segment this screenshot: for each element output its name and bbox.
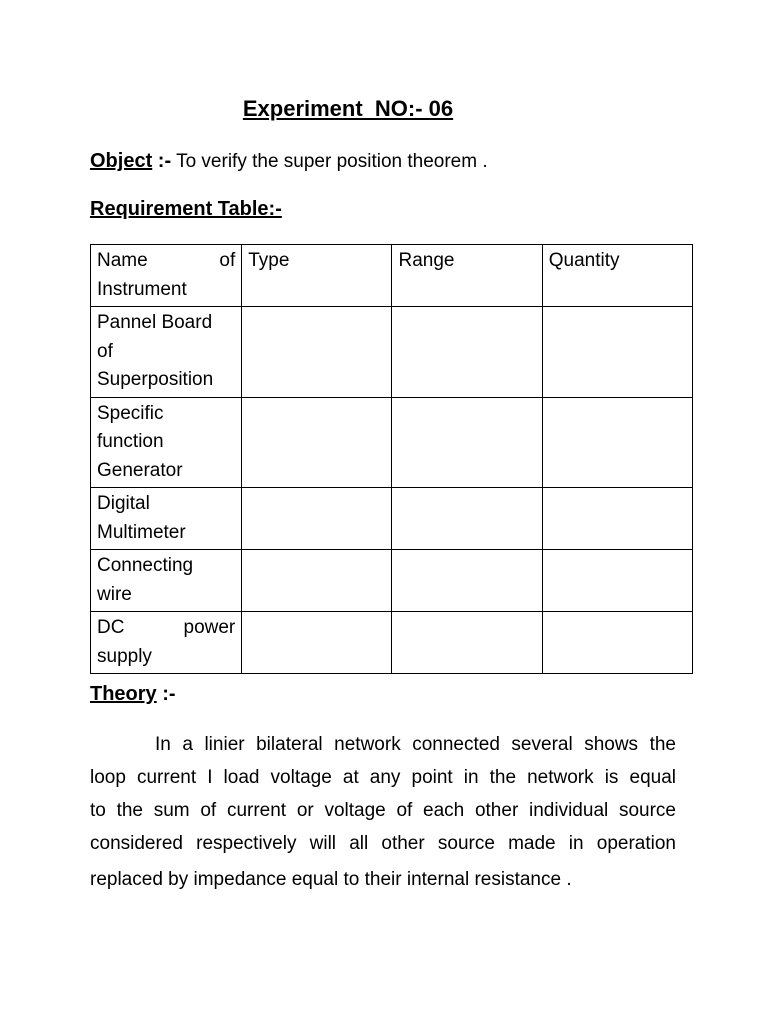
instrument-name-line: Multimeter [97,521,186,543]
header-name-of-instrument [91,245,242,307]
requirement-table [90,244,693,674]
instrument-name-line: supply [97,645,152,667]
table-row [91,550,693,612]
object-text: To verify the super position theorem . [171,151,488,172]
theory-line: loop current I load voltage at any point in the network is equal [90,767,676,788]
header-range: Range [392,245,542,307]
theory-paragraph [90,728,676,896]
instrument-name-cell [91,550,242,612]
theory-line: In a linier bilateral network connected several shows the [155,734,676,755]
table-row [91,488,693,550]
range-cell [392,612,542,674]
header-instrument-word: Instrument [97,278,187,300]
quantity-cell [542,307,692,398]
instrument-name-line: DC [97,617,125,638]
instrument-name-line: Specific [97,402,164,424]
instrument-name-line: Generator [97,459,183,481]
type-cell [242,307,392,398]
instrument-name-line: function [97,431,164,452]
quantity-cell [542,397,692,488]
instrument-name-line: Pannel Board [97,312,213,333]
requirement-table-heading: Requirement Table:- [90,198,282,220]
theory-separator: :- [156,683,176,705]
range-cell [392,307,542,398]
type-cell [242,612,392,674]
header-quantity: Quantity [542,245,692,307]
type-cell [242,488,392,550]
range-cell [392,488,542,550]
quantity-cell [542,612,692,674]
object-separator: :- [152,150,172,172]
instrument-name-line: wire [97,583,132,605]
instrument-name-cell [91,612,242,674]
header-name-word: Name [97,250,148,271]
object-label: Object [90,150,153,172]
table-row [91,612,693,674]
object-line [90,150,488,173]
theory-line: replaced by impedance equal to their internal resistance . [90,869,572,890]
type-cell [242,397,392,488]
table-header-row [91,245,693,307]
quantity-cell [542,550,692,612]
range-cell [392,550,542,612]
instrument-name-line: of [97,340,113,362]
instrument-name-line: Superposition [97,369,214,390]
theory-line: to the sum of current or voltage of each other individual source [90,800,676,821]
instrument-name-line: Digital [97,493,150,514]
theory-heading [90,683,176,706]
theory-line: considered respectively will all other source made in operation [90,833,676,854]
instrument-name-cell [91,397,242,488]
quantity-cell [542,488,692,550]
range-cell [392,397,542,488]
instrument-name-line: power [183,617,236,638]
theory-label: Theory [90,683,157,705]
header-type: Type [242,245,392,307]
page-title: Experiment NO:- 06 [242,96,454,121]
instrument-name-cell [91,488,242,550]
instrument-name-line: Connecting [97,555,194,576]
type-cell [242,550,392,612]
header-of-word: of [219,250,236,271]
table-row [91,397,693,488]
table-row [91,307,693,398]
instrument-name-cell [91,307,242,398]
